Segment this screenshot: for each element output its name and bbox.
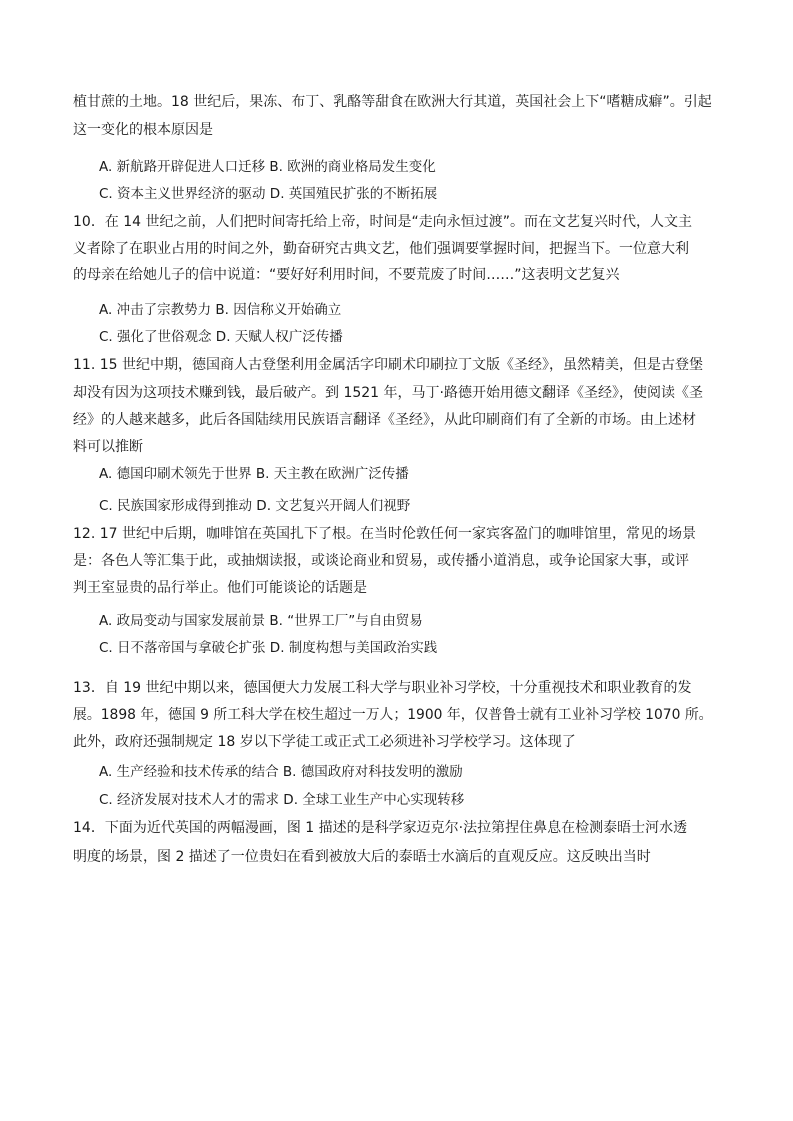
- q11-line-4: 料可以推断: [73, 439, 143, 455]
- q12-line-3: 判王室显贵的品行举止。他们可能谈论的话题是: [73, 580, 367, 596]
- q11-options-ab: A. 德国印刷术领先于世界 B. 天主教在欧洲广泛传播: [99, 466, 409, 482]
- q9-options-cd: C. 资本主义世界经济的驱动 D. 英国殖民扩张的不断拓展: [99, 186, 438, 202]
- q11-line-3: 经》的人越来越多，此后各国陆续用民族语言翻译《圣经》，从此印刷商们有了全新的市场。由上述材: [73, 412, 696, 428]
- q14-line-2: 明度的场景，图 2 描述了一位贵妇在看到被放大后的泰晤士水滴后的直观反应。这反映出当时: [73, 849, 651, 865]
- q9-line-1: 植甘蔗的土地。18 世纪后，果冻、布丁、乳酪等甜食在欧洲大行其道，英国社会上下“嗜糖成癖”。引起: [73, 94, 712, 110]
- q12-line-1: 12. 17 世纪中后期，咖啡馆在英国扎下了根。在当时伦敦任何一家宾客盈门的咖啡馆里，常见的场景: [73, 526, 696, 542]
- q12-options-ab: A. 政局变动与国家发展前景 B. “世界工厂”与自由贸易: [99, 613, 423, 629]
- q14-line-1: 14．下面为近代英国的两幅漫画，图 1 描述的是科学家迈克尔·法拉第捏住鼻息在检测泰晤士河水透: [73, 820, 688, 836]
- q13-options-cd: C. 经济发展对技术人才的需求 D. 全球工业生产中心实现转移: [99, 792, 465, 808]
- q10-line-2: 义者除了在职业占用的时间之外，勤奋研究古典文艺，他们强调要掌握时间，把握当下。一位意大利: [73, 241, 689, 257]
- q11-options-cd: C. 民族国家形成得到推动 D. 文艺复兴开阔人们视野: [99, 498, 411, 514]
- q13-line-2: 展。1898 年，德国 9 所工科大学在校生超过一万人；1900 年，仅普鲁士就有工业补习学校 1070 所。: [73, 707, 713, 723]
- q12-options-cd: C. 日不落帝国与拿破仑扩张 D. 制度构想与美国政治实践: [99, 640, 438, 656]
- q13-line-3: 此外，政府还强制规定 18 岁以下学徒工或正式工必须进补习学校学习。这体现了: [73, 734, 576, 750]
- q9-options-ab: A. 新航路开辟促进人口迁移 B. 欧洲的商业格局发生变化: [99, 159, 436, 175]
- q10-options-ab: A. 冲击了宗教势力 B. 因信称义开始确立: [99, 302, 342, 318]
- q13-line-1: 13．自 19 世纪中期以来，德国便大力发展工科大学与职业补习学校，十分重视技术和职业教育的发: [73, 680, 692, 696]
- q10-line-3: 的母亲在给她儿子的信中说道：“要好好利用时间，不要荒废了时间……”这表明文艺复兴: [73, 267, 620, 283]
- q10-options-cd: C. 强化了世俗观念 D. 天赋人权广泛传播: [99, 329, 343, 345]
- q11-line-1: 11. 15 世纪中期，德国商人古登堡利用金属活字印刷术印刷拉丁文版《圣经》，虽然精美，但是古登堡: [73, 357, 703, 373]
- q10-line-1: 10．在 14 世纪之前，人们把时间寄托给上帝，时间是“走向永恒过渡”。而在文艺复兴时代，人文主: [73, 214, 693, 230]
- q9-line-2: 这一变化的根本原因是: [73, 122, 213, 138]
- q13-options-ab: A. 生产经验和技术传承的结合 B. 德国政府对科技发明的激励: [99, 764, 463, 780]
- q11-line-2: 却没有因为这项技术赚到钱，最后破产。到 1521 年，马丁·路德开始用德文翻译《圣经》，使阅读《圣: [73, 385, 703, 401]
- q12-line-2: 是：各色人等汇集于此，或抽烟读报，或谈论商业和贸易，或传播小道消息，或争论国家大事，或评: [73, 553, 689, 569]
